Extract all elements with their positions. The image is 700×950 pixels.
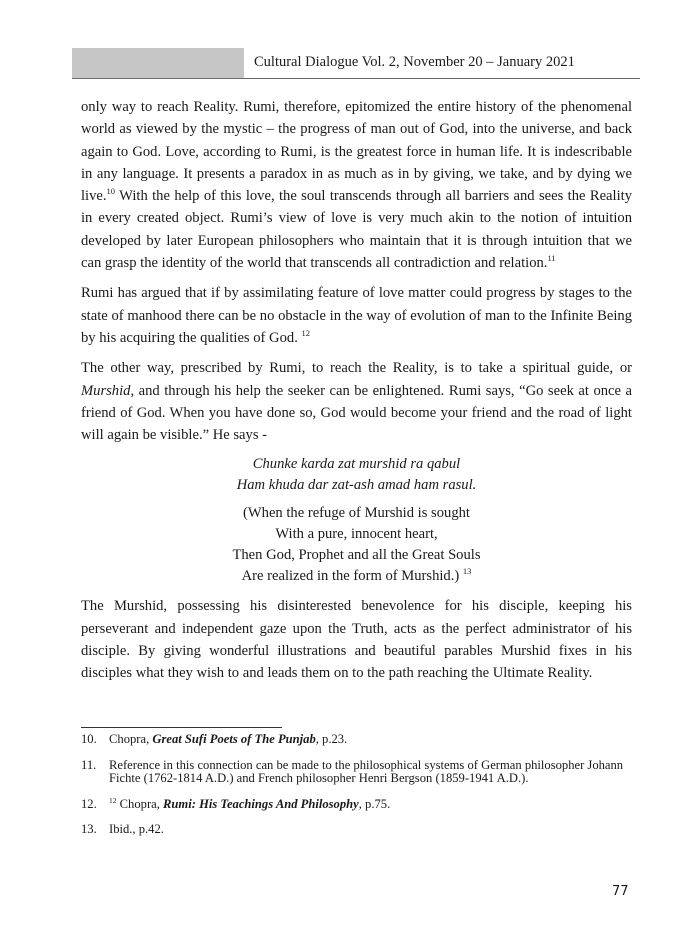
footnote-text: Chopra,	[116, 797, 164, 811]
footnote-ref-11[interactable]: 11	[547, 253, 556, 264]
running-header	[72, 48, 640, 79]
footnote-ref-12[interactable]: 12	[301, 328, 310, 339]
footnote-ref-10[interactable]: 10	[106, 186, 116, 197]
footnote-superscript: 12	[109, 795, 117, 805]
translation-line-1: (When the refuge of Murshid is sought	[243, 505, 470, 522]
footnote-number: 13.	[81, 822, 97, 836]
translation-line-4-text: Are realized in the form of Murshid.)	[241, 568, 463, 585]
couplet-translation	[81, 503, 632, 587]
footnote-10	[81, 733, 636, 746]
footnote-book-title: Great Sufi Poets of The Punjab	[152, 732, 316, 746]
footnote-12	[81, 795, 636, 811]
footnote-number: 12.	[81, 797, 97, 811]
main-text	[81, 96, 632, 693]
couplet-line-2: Ham khuda dar zat-ash amad ham rasul.	[236, 477, 477, 494]
page-number: 77	[612, 884, 629, 899]
translation-line-2: With a pure, innocent heart,	[275, 526, 438, 543]
footnotes	[81, 733, 636, 836]
paragraph-3-text-a: The other way, prescribed by Rumi, to reach the Reality, is to take a spiritual guide, or	[81, 360, 632, 377]
paragraph-1-text-a: only way to reach Reality. Rumi, therefore, epitomized the entire history of the phenomenal world as viewed by the mystic – the progress of man out of God, into the universe, and back again to God. Love, according to Rumi, is the greatest force in human life. It is indescribable in any language. It presents a paradox in as much as in by giving, we take, and by dying we live.	[81, 99, 632, 205]
paragraph-1	[81, 96, 632, 274]
paragraph-3	[81, 357, 632, 446]
persian-couplet	[81, 454, 632, 496]
paragraph-2-text: Rumi has argued that if by assimilating feature of love matter could progress by stages to the state of manhood there can be no obstacle in the way of evolution of man to the Infinite Being by his acquiring the qualities of God.	[81, 285, 632, 346]
translation-line-4	[81, 566, 632, 587]
murshid-term: Murshid	[81, 382, 131, 399]
footnote-text: Ibid., p.42.	[109, 822, 164, 836]
paragraph-4-text: The Murshid, possessing his disinterested benevolence for his disciple, keeping his perseverant and independent gaze upon the Truth, acts as the perfect administrator of his disciple. By giving wonderful illustrations and beautiful parables Murshid fixes in his disciples what they wish to and leads them on to the path reaching the Ultimate Reality.	[81, 598, 632, 682]
footnote-ref-13[interactable]: 13	[462, 566, 472, 577]
couplet-line-1: Chunke karda zat murshid ra qabul	[252, 456, 461, 473]
footnote-page: , p.75.	[358, 797, 391, 811]
footnote-13	[81, 823, 636, 836]
footnote-11	[81, 759, 636, 785]
header-gray-block	[72, 48, 244, 78]
footnote-page: , p.23.	[315, 732, 348, 746]
journal-title: Cultural Dialogue Vol. 2, November 20 – January 2021	[254, 54, 575, 70]
paragraph-1-text-b: With the help of this love, the soul transcends through all barriers and sees the Reality in every created object. Rumi’s view of love is very much akin to the notion of intuition developed by later European philosophers who maintain that it is through intuition that we can grasp the identity of the world that transcends all contradiction and relation.	[81, 188, 632, 272]
footnote-number: 10.	[81, 732, 97, 746]
translation-line-3: Then God, Prophet and all the Great Souls	[232, 547, 481, 564]
footnote-text: Chopra,	[109, 732, 153, 746]
footnote-book-title: Rumi: His Teachings And Philosophy	[163, 797, 359, 811]
paragraph-3-text-b: , and through his help the seeker can be enlightened. Rumi says, “Go seek at once a friend of God. When you have done so, God would become your friend and the road of light will again be visible.” He says -	[81, 382, 632, 444]
paragraph-4	[81, 595, 632, 684]
footnote-separator	[81, 727, 282, 728]
footnote-number: 11.	[81, 758, 97, 772]
footnote-text: Reference in this connection can be made to the philosophical systems of German philosopher Johann Fichte (1762-1814 A.D.) and French philosopher Henri Bergson (1859-1941 A.D.).	[109, 758, 624, 785]
paragraph-2	[81, 282, 632, 349]
